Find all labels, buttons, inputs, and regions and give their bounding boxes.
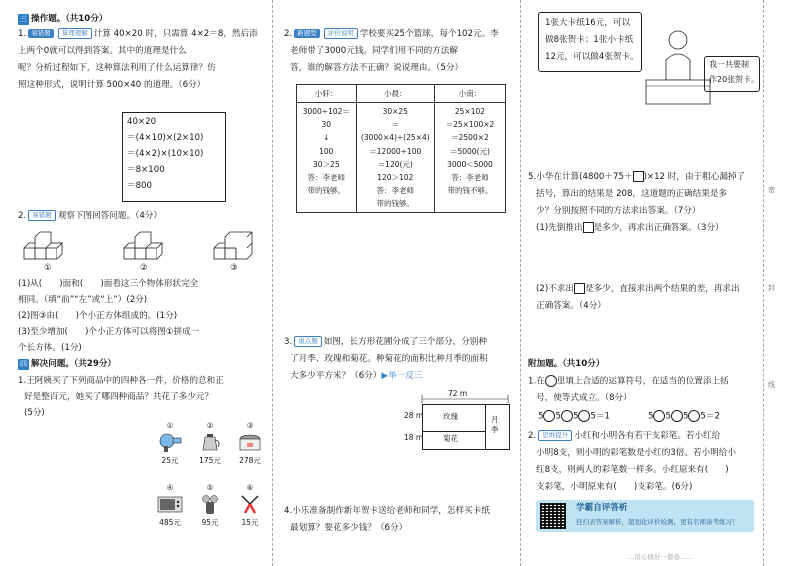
question-1-line: 呢？分析过程如下，这种算法利用了什么运算律？仿 — [18, 63, 216, 73]
rose-label: 玫瑰 — [443, 412, 458, 421]
question-1-line: 照这种形式，说明计算 500×40 的道理。（6分） — [18, 80, 206, 90]
product-item: ① 25元 — [152, 420, 188, 467]
promo-text: 狂扫表答案解析，超划化评价检测，更有名师备考练习！ — [576, 518, 739, 526]
extra-q2-line: 支彩笔，小明原来有( )支彩笔。(6分) — [536, 482, 693, 492]
question-right-5-line: 括号，算出的结果是 208，这道题的正确结果是多 — [536, 189, 728, 199]
cube-figure-1 — [24, 232, 62, 259]
seal-line-char: 密 — [768, 186, 775, 194]
question-2-line: (2)图③由( )个小正方体组成的。(1分) — [18, 311, 178, 321]
question-1-line: 上两个0就可以得到答案。其中的道理是什么 — [18, 46, 187, 56]
question-middle-3-line: 了月季、玫瑰和菊花。种菊花的面积比种月季的面积 — [290, 354, 488, 364]
question-4-1-line: (5分) — [24, 408, 45, 418]
question-right-5-line: 少？分别按照不同的方法求出答案。（7分） — [536, 206, 701, 216]
question-middle-3: 3. 重点题 如图，长方形花圃分成了三个部分，分别种 — [284, 337, 487, 347]
microwave-icon — [157, 494, 183, 514]
section-three-heading: 三 操作题。（共10分） — [20, 14, 108, 24]
calc-box: 40×20 ＝(4×10)×(2×10) ＝(4×2)×(10×10) ＝8×100 ＝800 — [122, 112, 226, 202]
column-divider — [272, 0, 273, 566]
question-right-5-sub1: (1)先倒推出 是多少，再求出正确答案。（3分） — [536, 223, 724, 233]
shopkeeper-illustration — [642, 18, 712, 106]
speech-bubble-child: 我一共要制 作20张贺卡。 — [704, 56, 760, 92]
kettle-icon — [197, 432, 223, 452]
figure-label: ① — [44, 263, 52, 273]
qr-code[interactable] — [540, 503, 566, 529]
operator-circle[interactable] — [671, 410, 683, 422]
answer-box[interactable] — [633, 171, 644, 182]
table-header: 小晨： — [356, 85, 434, 103]
practice-link[interactable]: ▶举一反三 — [381, 371, 423, 381]
moon-rose-label: 月 季 — [491, 415, 499, 434]
garden-rectangle — [422, 404, 510, 450]
seal-line-char: 封 — [768, 284, 775, 292]
operator-circle[interactable] — [561, 410, 573, 422]
figure-label: ③ — [230, 263, 238, 273]
extra-q1-line: 号，使等式成立。（8分） — [536, 393, 632, 403]
rice-cooker-icon — [237, 432, 263, 452]
shaver-icon — [197, 494, 223, 514]
operator-circle[interactable] — [545, 375, 557, 387]
question-middle-4-line: 最划算？要花多少钱？（6分） — [290, 523, 408, 533]
operator-circle[interactable] — [578, 410, 590, 422]
column-divider — [763, 0, 764, 566]
extra-q1: 1.在 里填上合适的运算符号，在适当的位置添上括 — [528, 376, 729, 387]
column-divider — [520, 0, 521, 566]
question-4-1-line: 好是整百元，她买了哪四种商品？共花了多少元？ — [24, 392, 214, 402]
question-2-line: 相同。（填“前”“左”或“上”）(2分) — [18, 295, 148, 305]
product-item: ⑥ 15元 — [232, 482, 268, 529]
pliers-icon — [237, 494, 263, 514]
table-header: 小南： — [434, 85, 505, 103]
cube-figure-3 — [214, 232, 252, 259]
promo-title: 学霸自评答析 — [576, 503, 628, 513]
question-2-line: 个长方体。(1分) — [18, 343, 82, 353]
extra-q2: 2. 思维提升 小红和小明各有若干支彩笔。若小红给 — [528, 431, 721, 441]
answer-box[interactable] — [583, 222, 594, 233]
operator-circle[interactable] — [653, 410, 665, 422]
question-middle-2: 2. 新题型 评价说明 学校要买25个篮球，每个102元。李 — [284, 29, 499, 39]
question-middle-2-line: 老师带了3000元钱。同学们用不同的方法解 — [290, 46, 458, 56]
question-1: 1. 易错题 算理理解 计算 40×20 时，只需算 4×2＝8，然后添 — [18, 29, 258, 39]
question-2-line: (3)至少增加( )个小正方体可以将图①拼成一 — [18, 327, 200, 337]
equation-2: 5 5 5 5＝2 — [648, 411, 720, 422]
table-header: 小轩： — [297, 85, 357, 103]
question-right-5: 5.小华在计算(4800＋75＋ )×12 时，由于粗心漏掉了 — [528, 172, 746, 182]
question-middle-3-line: 大多少平方米？（6分）▶举一反三 — [290, 371, 423, 381]
garden-dimension-line — [420, 395, 510, 403]
table-cell: 30×25 ＝(3000×4)÷(25×4) ＝12000÷100 ＝120(元) 120＞102 答：李老师 带的钱够。 — [356, 103, 434, 213]
fig-left-label: 28 m — [404, 411, 424, 420]
answer-box[interactable] — [574, 283, 585, 294]
product-item: ⑤ 95元 — [192, 482, 228, 529]
equation-1: 5 5 5 5＝1 — [538, 411, 610, 422]
question-right-5-line: 正确答案。（4分） — [536, 301, 606, 311]
operator-circle[interactable] — [543, 410, 555, 422]
table-cell: 3000÷102＝30 ↓ 100 30＞25 答：李老师 带的钱够。 — [297, 103, 357, 213]
question-right-5-sub2: (2)不求出 是多少，直接求出两个结果的差，再求出 — [536, 284, 740, 294]
seal-line-char: 线 — [768, 381, 775, 389]
extra-q2-line: 小明8支，则小明的彩笔数是小红的3倍。若小明给小 — [536, 448, 736, 458]
figure-label: ② — [140, 263, 148, 273]
question-middle-4: 4.小乐准备制作新年贺卡送给老师和同学，怎样买卡纸 — [284, 506, 490, 516]
question-4-1: 1.王阿姨买了下列商品中的四种各一件，价格的总和正 — [18, 376, 224, 386]
product-item: ② 175元 — [192, 420, 228, 467]
question-2-line: (1)从( )面和( )面看这三个物体形状完全 — [18, 279, 199, 289]
section-mark: 三 — [20, 15, 27, 23]
fig-left-label: 18 m — [404, 433, 424, 442]
extra-heading: 附加题。（共10分） — [528, 359, 605, 369]
speech-bubble: 1张大卡纸16元，可以 做8张贺卡；1张小卡纸 12元，可以做4张贺卡。 — [538, 12, 642, 72]
extra-q2-line: 红8支，则两人的彩笔数一样多。小红原来有( ) — [536, 465, 729, 475]
chrysanthemum-label: 菊花 — [443, 434, 458, 443]
product-item: ④ 485元 — [152, 482, 188, 529]
cube-figure-2 — [124, 232, 162, 259]
fig-top-label: 72 m — [448, 389, 468, 398]
question-middle-2-line: 答，谁的解答方法不正确？说说理由。（5分） — [290, 63, 464, 73]
product-item: ③ 278元 — [232, 420, 268, 467]
footer-text: …用心做好一套卷…… — [628, 553, 693, 561]
question-2: 2. 易错题 观察下图回答问题。（4分） — [18, 211, 162, 221]
solutions-table — [296, 84, 506, 213]
section-four-heading: 四 解决问题。（共29分） — [20, 359, 117, 369]
operator-circle[interactable] — [688, 410, 700, 422]
table-cell: 25×102 ＝25×100×2 ＝2500×2 ＝5000(元) 3000＜5000 答：李老师 带的钱不够。 — [434, 103, 505, 213]
section-mark: 四 — [20, 360, 27, 368]
hairdryer-icon — [157, 432, 183, 452]
promo-banner[interactable] — [536, 500, 754, 532]
